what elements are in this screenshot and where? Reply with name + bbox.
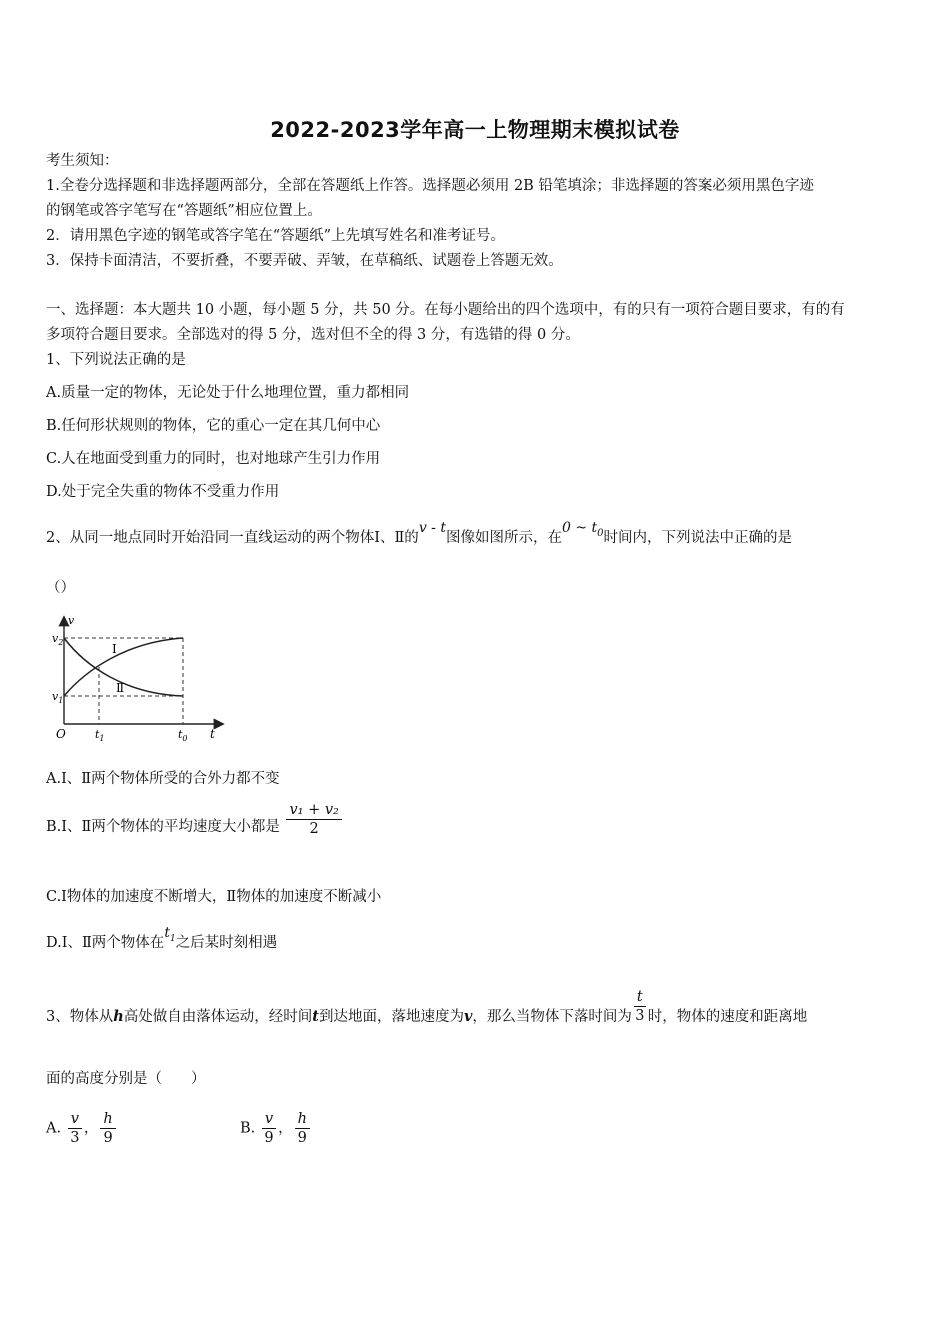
section-intro: 多项符合题目要求。全部选对的得 5 分，选对但不全的得 3 分，有选错的得 0 分。 bbox=[46, 327, 580, 343]
question-1-option: C.人在地面受到重力的同时，也对地球产生引力作用 bbox=[46, 451, 381, 467]
notice-item: 2．请用黑色字迹的钢笔或答字笔在“答题纸”上先填写姓名和准考证号。 bbox=[46, 228, 506, 244]
notice-item: 1.全卷分选择题和非选择题两部分，全部在答题纸上作答。选择题必须用 2B 铅笔填涂；非选择题的答案必须用黑色字迹 bbox=[46, 178, 814, 194]
h-variable: h bbox=[113, 1008, 124, 1025]
question-2-stem bbox=[46, 520, 793, 555]
v1-label: $v_1$ bbox=[52, 690, 64, 705]
question-2-option-a: A.Ⅰ、Ⅱ两个物体所受的合外力都不变 bbox=[46, 771, 280, 787]
range-sub: 0 bbox=[597, 527, 604, 539]
range-math bbox=[561, 520, 604, 539]
question-2-option-c: C.Ⅰ物体的加速度不断增大，Ⅱ物体的加速度不断减小 bbox=[46, 889, 382, 905]
stem-text: 高处做自由落体运动，经时间 bbox=[123, 1009, 313, 1025]
answer-paren: （） bbox=[46, 580, 75, 596]
t1-label: $t_1$ bbox=[95, 728, 105, 743]
question-3-option-b bbox=[240, 1110, 312, 1147]
answer-fraction: $\frac{h}{9}$ bbox=[100, 1110, 115, 1147]
stem-text: 3、物体从 bbox=[46, 1009, 114, 1025]
question-1-option: D.处于完全失重的物体不受重力作用 bbox=[46, 484, 280, 500]
question-2-option-b bbox=[46, 801, 344, 838]
stem-text: 图像如图所示，在 bbox=[445, 530, 562, 546]
curve-i-label: Ⅰ bbox=[112, 642, 117, 656]
question-1-option: A.质量一定的物体，无论处于什么地理位置，重力都相同 bbox=[46, 385, 410, 401]
fraction-denominator: 2 bbox=[309, 820, 319, 837]
answer-fraction: $\frac{v}{9}$ bbox=[262, 1110, 276, 1147]
separator: ， bbox=[278, 1120, 293, 1137]
t1-math: $t_1$ bbox=[164, 925, 176, 944]
v2-label: $v_2$ bbox=[52, 632, 64, 647]
axis-v-label: v bbox=[68, 614, 75, 627]
time-fraction bbox=[634, 988, 646, 1025]
option-label: B. bbox=[240, 1120, 256, 1137]
fraction-numerator: t bbox=[634, 988, 646, 1007]
option-text: B.Ⅰ、Ⅱ两个物体的平均速度大小都是 bbox=[46, 819, 280, 835]
option-text: 之后某时刻相遇 bbox=[175, 935, 278, 951]
vt-graph bbox=[46, 612, 236, 747]
option-label: A. bbox=[46, 1120, 62, 1137]
range-text: 0 ~ t bbox=[561, 520, 598, 536]
stem-text: 时，物体的速度和距离地 bbox=[647, 1009, 808, 1025]
origin-label: O bbox=[56, 727, 66, 741]
separator: ， bbox=[83, 1120, 99, 1137]
stem-text: 2、从同一地点同时开始沿同一直线运动的两个物体Ⅰ、Ⅱ的 bbox=[46, 530, 419, 546]
option-text: D.Ⅰ、Ⅱ两个物体在 bbox=[46, 935, 165, 951]
fraction-denominator: 3 bbox=[635, 1007, 645, 1024]
question-3-option-a bbox=[46, 1110, 118, 1147]
question-3-stem bbox=[46, 988, 808, 1028]
curve-ii-label: Ⅱ bbox=[116, 681, 125, 695]
average-velocity-fraction bbox=[286, 801, 341, 838]
fraction-numerator: v₁ + v₂ bbox=[286, 801, 341, 820]
t-variable: t bbox=[312, 1008, 319, 1025]
section-intro: 一、选择题：本大题共 10 小题，每小题 5 分，共 50 分。在每小题给出的四个选项中，有的只有一项符合题目要求，有的有 bbox=[46, 302, 845, 318]
axis-t-label: t bbox=[210, 727, 215, 741]
notice-heading: 考生须知： bbox=[46, 153, 119, 169]
v-variable: v bbox=[463, 1008, 473, 1025]
question-3-stem-continued: 面的高度分别是（ ） bbox=[46, 1071, 206, 1087]
vt-math: v - t bbox=[418, 520, 446, 536]
t0-label: $t_0$ bbox=[178, 728, 188, 743]
page-title: 2022-2023学年高一上物理期末模拟试卷 bbox=[270, 118, 680, 142]
stem-text: ，那么当物体下落时间为 bbox=[472, 1009, 632, 1025]
answer-fraction: $\frac{h}{9}$ bbox=[295, 1110, 310, 1147]
question-1-stem: 1、下列说法正确的是 bbox=[46, 352, 186, 368]
question-1-option: B.任何形状规则的物体，它的重心一定在其几何中心 bbox=[46, 418, 381, 434]
notice-item: 3．保持卡面清洁，不要折叠，不要弄破、弄皱，在草稿纸、试题卷上答题无效。 bbox=[46, 253, 563, 269]
question-2-option-d bbox=[46, 925, 278, 960]
stem-text: 时间内，下列说法中正确的是 bbox=[603, 530, 793, 546]
stem-text: 到达地面，落地速度为 bbox=[318, 1009, 464, 1025]
answer-fraction: $\frac{v}{3}$ bbox=[68, 1110, 82, 1147]
notice-item: 的钢笔或答字笔写在“答题纸”相应位置上。 bbox=[46, 203, 322, 219]
